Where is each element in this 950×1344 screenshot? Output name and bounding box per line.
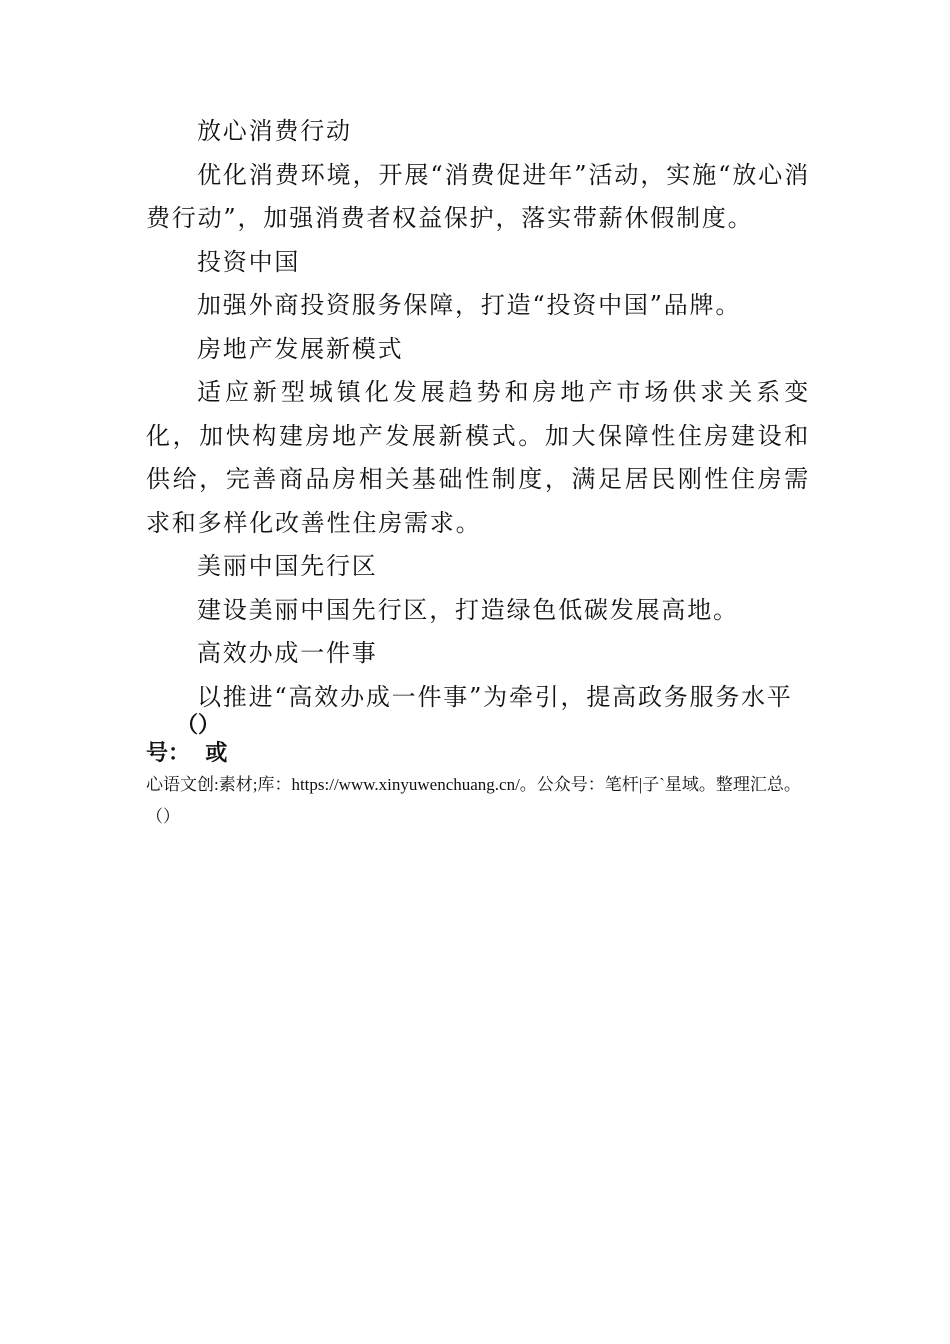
section-heading-gaoxiao: 高效办成一件事 [197, 639, 378, 667]
section-heading-fangdichan: 房地产发展新模式 [197, 334, 404, 363]
paragraph-meili: 建设美丽中国先行区，打造绿色低碳发展高地。 [197, 595, 739, 624]
paragraph-fangxin: 优化消费环境，开展“消费促进年”活动，实施“放心消费行动”，加强消费者权益保护，落实带薪休假制度。 [146, 160, 810, 232]
section-heading-fangxin: 放心消费行动 [197, 117, 352, 145]
hao-line: 号： 或 [146, 740, 228, 766]
document-body [146, 110, 810, 833]
paragraph-touzi: 加强外商投资服务保障，打造“投资中国”品牌。 [197, 291, 742, 319]
paragraph-fangdichan: 适应新型城镇化发展趋势和房地产市场供求关系变化，加快构建房地产发展新模式。加大保障性住房建设和供给，完善商品房相关基础性制度，满足居民刚性住房需求和多样化改善性住房需求。 [146, 378, 810, 537]
paragraph-gaoxiao: 以推进“高效办成一件事”为牵引，提高政务服务水平 [197, 682, 793, 711]
section-heading-touzi: 投资中国 [197, 247, 301, 276]
section-heading-meili: 美丽中国先行区 [197, 552, 378, 580]
footer-note: 心语文创:素材;库：https://www.xinyuwenchuang.cn/。公众号：笔杆|子`星域。整理汇总。（） [146, 775, 801, 826]
paren-mark: （） [176, 713, 221, 738]
